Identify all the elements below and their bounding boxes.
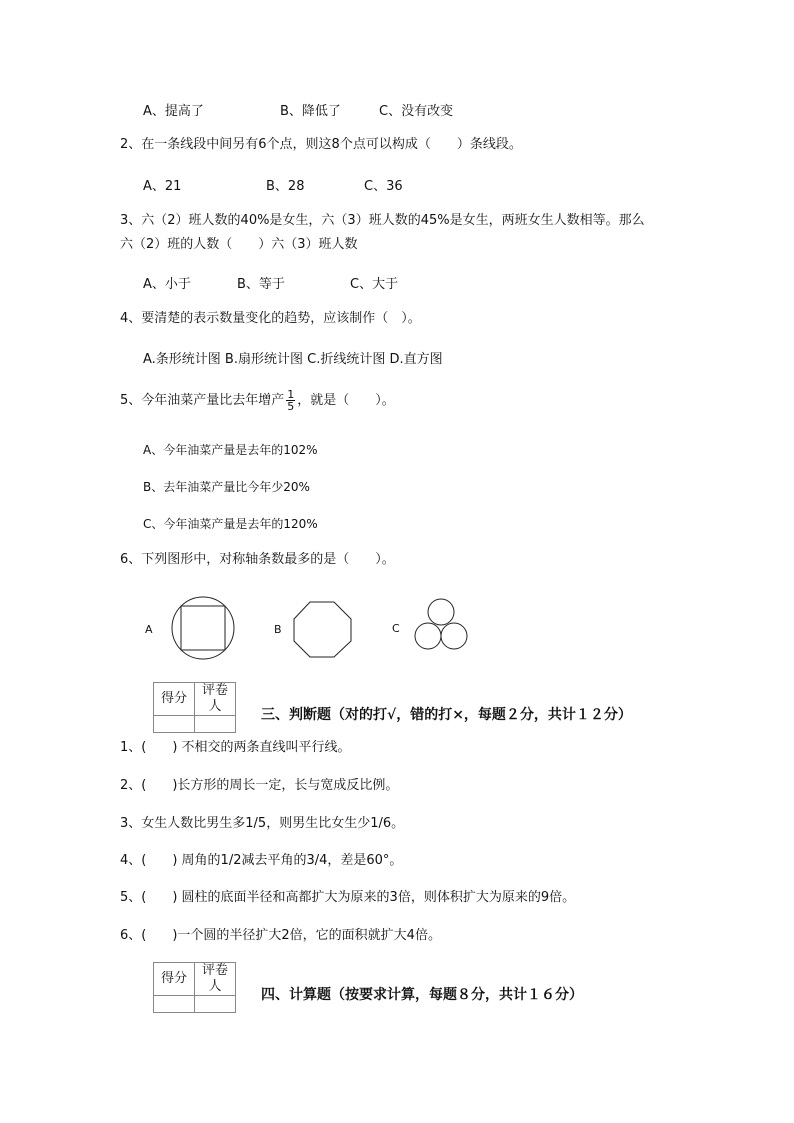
q5-fraction: [286, 389, 295, 412]
q5-option-b: B、去年油菜产量比今年少20%: [143, 480, 310, 494]
q1-option-a: A、提高了: [143, 104, 204, 119]
q3-option-b: B、等于: [237, 277, 285, 292]
section3-item-3: 3、女生人数比男生多1/5，则男生比女生少1/6。: [120, 816, 405, 831]
q6-stem: 6、下列图形中，对称轴条数最多的是（ ）。: [120, 552, 395, 567]
q2-option-c: C、36: [364, 179, 403, 194]
q2-option-a: A、21: [143, 179, 182, 194]
section3-title: 三、判断题（对的打√，错的打×，每题２分，共计１２分）: [261, 707, 632, 723]
figure-a-circle-with-square: [169, 597, 237, 665]
score-box-section3: [153, 682, 236, 733]
q5-stem-before: 5、今年油菜产量比去年增产: [120, 393, 285, 408]
grader-cell[interactable]: [195, 996, 236, 1013]
q5-stem: [120, 389, 395, 413]
q5-stem-after: ，就是（ ）。: [297, 393, 395, 408]
section4-title: 四、计算题（按要求计算，每题８分，共计１６分）: [261, 987, 583, 1003]
score-header: 得分: [154, 963, 195, 996]
grader-header: 评卷人: [195, 683, 236, 716]
section3-item-5: 5、( ) 圆柱的底面半径和高都扩大为原来的3倍，则体积扩大为原来的9倍。: [120, 890, 576, 905]
q5-option-a: A、今年油菜产量是去年的102%: [143, 443, 318, 457]
q3-option-c: C、大于: [350, 277, 399, 292]
q3-stem-line2: 六（2）班的人数（ ）六（3）班人数: [120, 237, 358, 252]
q1-option-c: C、没有改变: [379, 104, 454, 119]
q4-stem: 4、要清楚的表示数量变化的趋势，应该制作（ ）。: [120, 311, 421, 326]
section3-item-2: 2、( )长方形的周长一定，长与宽成反比例。: [120, 778, 399, 793]
figure-c-label: C: [392, 622, 400, 635]
q2-option-b: B、28: [266, 179, 305, 194]
q5-fraction-numerator: 1: [287, 388, 295, 401]
figure-a-label: A: [145, 623, 153, 636]
section3-item-4: 4、( ) 周角的1/2减去平角的3/4，差是60°。: [120, 853, 403, 868]
q3-option-a: A、小于: [143, 277, 191, 292]
q1-option-b: B、降低了: [280, 104, 341, 119]
grader-cell[interactable]: [195, 716, 236, 733]
score-cell[interactable]: [154, 996, 195, 1013]
q5-option-c: C、今年油菜产量是去年的120%: [143, 517, 318, 531]
q3-stem-line1: 3、六（2）班人数的40%是女生，六（3）班人数的45%是女生，两班女生人数相等。那么: [120, 213, 645, 228]
score-cell[interactable]: [154, 716, 195, 733]
score-header: 得分: [154, 683, 195, 716]
q5-fraction-denominator: 5: [287, 400, 295, 413]
figure-b-octagon: [293, 601, 353, 659]
figure-b-label: B: [274, 623, 282, 636]
score-box-section4: [153, 962, 236, 1013]
q2-stem: 2、在一条线段中间另有6个点，则这8个点可以构成（ ）条线段。: [120, 137, 522, 152]
section3-item-6: 6、( )一个圆的半径扩大2倍，它的面积就扩大4倍。: [120, 928, 441, 943]
figure-c-three-circles: [410, 597, 472, 653]
grader-header: 评卷人: [195, 963, 236, 996]
section3-item-1: 1、( ) 不相交的两条直线叫平行线。: [120, 740, 351, 755]
q4-options: A.条形统计图 B.扇形统计图 C.折线统计图 D.直方图: [143, 352, 443, 367]
